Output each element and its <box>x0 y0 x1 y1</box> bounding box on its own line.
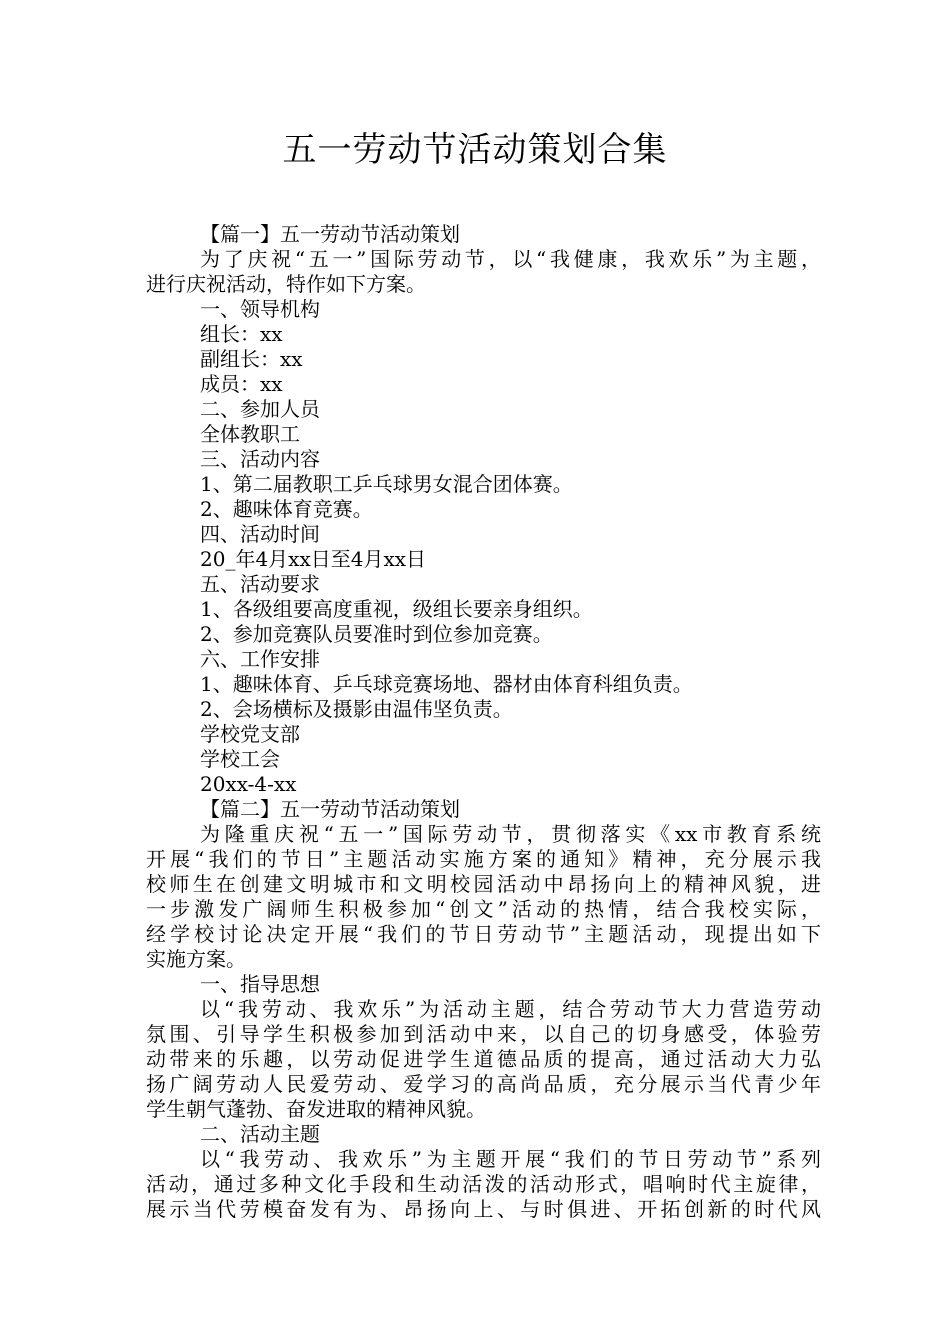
body-line: 20xx-4-xx <box>200 772 297 796</box>
body-line: 五、活动要求 <box>200 572 320 596</box>
document-title: 五一劳动节活动策划合集 <box>282 130 668 170</box>
body-line: 一步激发广阔师生积极参加“创文”活动的热情，结合我校实际， <box>146 897 821 921</box>
body-line: 成员：xx <box>200 372 283 396</box>
body-line: 展示当代劳模奋发有为、昂扬向上、与时俱进、开拓创新的时代风 <box>146 1197 821 1221</box>
body-line: 副组长：xx <box>200 347 303 371</box>
body-line: 二、活动主题 <box>200 1122 320 1146</box>
body-line: 学校党支部 <box>200 722 300 746</box>
document-body <box>146 222 821 1222</box>
body-line: 以“我劳动、我欢乐”为主题开展“我们的节日劳动节”系列 <box>200 1147 821 1171</box>
body-line: 1、各级组要高度重视，级组长要亲身组织。 <box>200 597 593 621</box>
body-line: 三、活动内容 <box>200 447 320 471</box>
body-line: 扬广阔劳动人民爱劳动、爱学习的高尚品质，充分展示当代青少年 <box>146 1072 821 1096</box>
body-line: 以“我劳动、我欢乐”为活动主题，结合劳动节大力营造劳动 <box>200 997 821 1021</box>
body-line: 【篇一】五一劳动节活动策划 <box>200 222 460 246</box>
body-line: 四、活动时间 <box>200 522 320 546</box>
body-line: 20_年4月xx日至4月xx日 <box>200 547 427 571</box>
body-line: 为了庆祝“五一”国际劳动节，以“我健康，我欢乐”为主题， <box>200 247 821 271</box>
body-line: 一、领导机构 <box>200 297 320 321</box>
body-line: 经学校讨论决定开展“我们的节日劳动节”主题活动，现提出如下 <box>146 922 821 946</box>
body-line: 动带来的乐趣，以劳动促进学生道德品质的提高，通过活动大力弘 <box>146 1047 821 1071</box>
body-line: 学生朝气蓬勃、奋发进取的精神风貌。 <box>146 1097 486 1121</box>
body-line: 校师生在创建文明城市和文明校园活动中昂扬向上的精神风貌，进 <box>146 872 821 896</box>
body-line: 1、趣味体育、乒乓球竞赛场地、器材由体育科组负责。 <box>200 672 693 696</box>
body-line: 实施方案。 <box>146 947 246 971</box>
body-line: 活动，通过多种文化手段和生动活泼的活动形式，唱响时代主旋律， <box>146 1172 821 1196</box>
body-line: 二、参加人员 <box>200 397 320 421</box>
body-line: 一、指导思想 <box>200 972 320 996</box>
body-line: 进行庆祝活动，特作如下方案。 <box>146 272 426 296</box>
body-line: 学校工会 <box>200 747 280 771</box>
body-line: 1、第二届教职工乒乓球男女混合团体赛。 <box>200 472 573 496</box>
body-line: 组长：xx <box>200 322 283 346</box>
body-line: 【篇二】五一劳动节活动策划 <box>200 797 460 821</box>
body-line: 2、参加竞赛队员要准时到位参加竞赛。 <box>200 622 553 646</box>
body-line: 全体教职工 <box>200 422 300 446</box>
body-line: 2、趣味体育竞赛。 <box>200 497 373 521</box>
body-line: 开展“我们的节日”主题活动实施方案的通知》精神，充分展示我 <box>146 847 821 871</box>
body-line: 为隆重庆祝“五一”国际劳动节，贯彻落实《xx市教育系统 <box>200 822 821 846</box>
body-line: 氛围、引导学生积极参加到活动中来，以自己的切身感受，体验劳 <box>146 1022 821 1046</box>
body-line: 六、工作安排 <box>200 647 320 671</box>
body-line: 2、会场横标及摄影由温伟坚负责。 <box>200 697 513 721</box>
